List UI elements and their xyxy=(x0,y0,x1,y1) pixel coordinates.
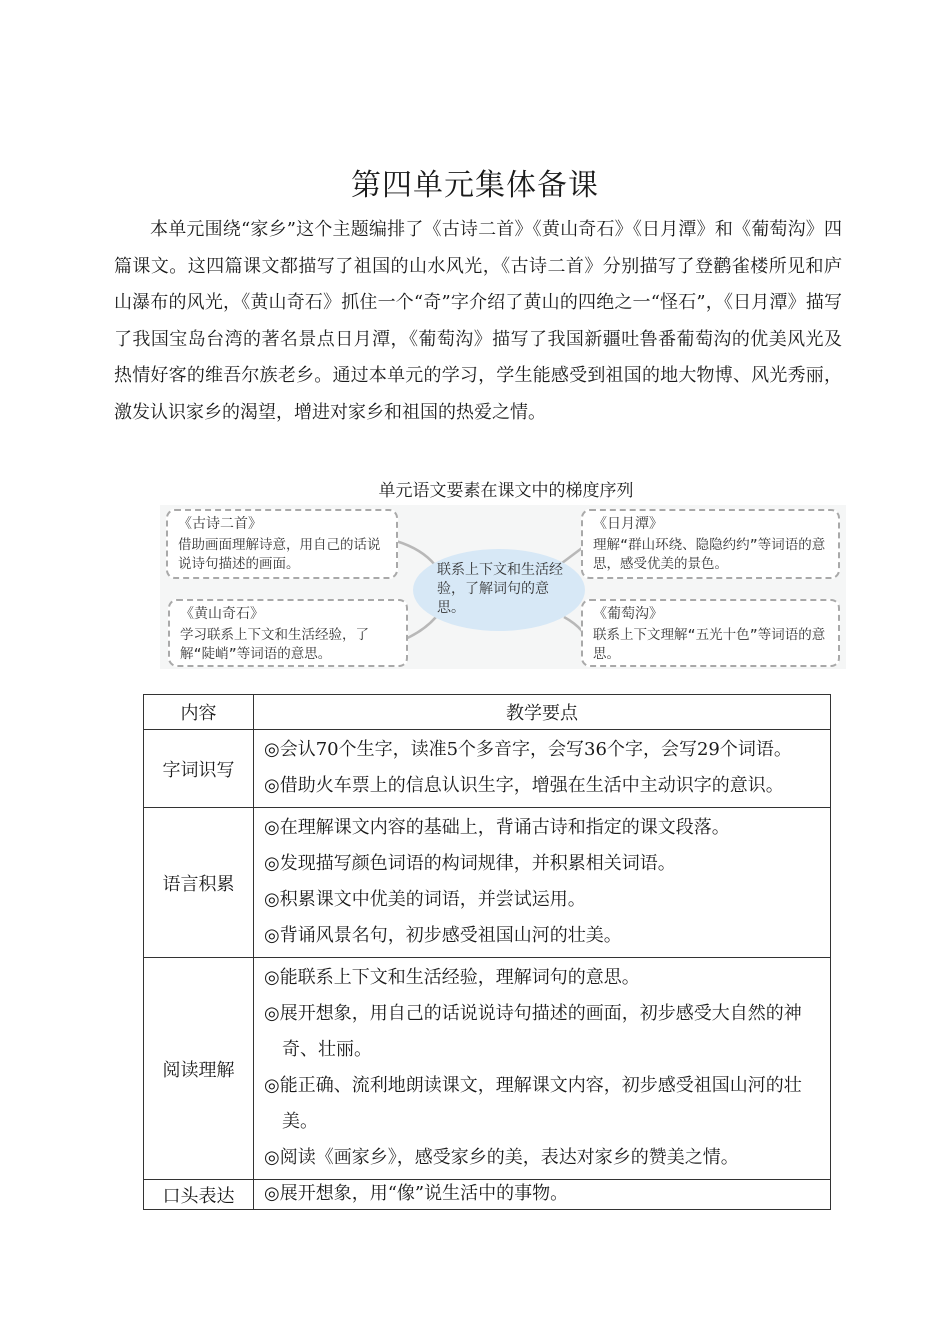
row-points xyxy=(254,1180,831,1210)
teaching-point: ◎展开想象，用自己的话说说诗句描述的画面，初步感受大自然的神奇、壮丽。 xyxy=(264,1003,802,1060)
card-title: 《黄山奇石》 xyxy=(180,606,264,622)
card-title: 《日月潭》 xyxy=(593,516,663,532)
teaching-point: ◎阅读《画家乡》，感受家乡的美，表达对家乡的赞美之情。 xyxy=(264,1147,739,1168)
table-row xyxy=(144,808,831,958)
header-content: 内容 xyxy=(144,695,254,730)
header-teaching-points: 教学要点 xyxy=(254,695,831,730)
table-row xyxy=(144,958,831,1180)
card-text: 借助画面理解诗意，用自己的话说说诗句描述的画面。 xyxy=(178,537,381,572)
table-header-row xyxy=(144,695,831,730)
teaching-point: ◎会认70个生字，读准5个多音字，会写36个字，会写29个词语。 xyxy=(264,739,792,760)
page-title: 第四单元集体备课 xyxy=(351,168,599,203)
card-text: 理解“群山环绕、隐隐约约”等词语的意思，感受优美的景色。 xyxy=(593,537,826,572)
teaching-point: ◎背诵风景名句，初步感受祖国山河的壮美。 xyxy=(264,925,622,946)
card-text: 联系上下文理解“五光十色”等词语的意思。 xyxy=(593,627,826,662)
teaching-point: ◎能正确、流利地朗读课文，理解课文内容，初步感受祖国山河的壮美。 xyxy=(264,1075,802,1132)
card-title: 《古诗二首》 xyxy=(178,516,262,532)
card-title: 《葡萄沟》 xyxy=(593,606,663,622)
teaching-point: ◎借助火车票上的信息认识生字，增强在生活中主动识字的意识。 xyxy=(264,775,784,796)
teaching-point: ◎能联系上下文和生活经验，理解词句的意思。 xyxy=(264,967,640,988)
connector-top-left xyxy=(396,541,435,565)
row-category: 阅读理解 xyxy=(144,958,254,1180)
row-points xyxy=(254,808,831,958)
row-category: 口头表达 xyxy=(144,1180,254,1210)
center-bubble: 联系上下文和生活经验，了解词句的意思。 xyxy=(413,549,585,631)
teaching-point: ◎积累课文中优美的词语，并尝试运用。 xyxy=(264,889,586,910)
teaching-point: ◎展开想象，用“像”说生活中的事物。 xyxy=(264,1183,569,1204)
connector-bottom-right xyxy=(564,617,582,631)
gradient-diagram xyxy=(160,505,846,669)
card-putaogou xyxy=(581,599,840,667)
row-points xyxy=(254,730,831,808)
diagram-caption: 单元语文要素在课文中的梯度序列 xyxy=(378,481,634,501)
card-gushi xyxy=(166,509,398,579)
row-category: 语言积累 xyxy=(144,808,254,958)
table-row xyxy=(144,1180,831,1210)
teaching-points-table xyxy=(143,694,831,1210)
card-text: 学习联系上下文和生活经验，了解“陡峭”等词语的意思。 xyxy=(180,627,369,662)
table-row xyxy=(144,730,831,808)
connector-top-right xyxy=(562,548,582,563)
teaching-point: ◎在理解课文内容的基础上，背诵古诗和指定的课文段落。 xyxy=(264,817,730,838)
card-riyuetan xyxy=(581,509,840,579)
intro-paragraph: 本单元围绕“家乡”这个主题编排了《古诗二首》《黄山奇石》《日月潭》和《葡萄沟》四篇课文。这四篇课文都描写了祖国的山水风光，《古诗二首》分别描写了登鹳雀楼所见和庐山瀑布的风光，《黄山奇石》抓住一个“奇”字介绍了黄山的四绝之一“怪石”，《日月潭》描写了我国宝岛台湾的著名景点日月潭，《葡萄沟》描写了我国新疆吐鲁番葡萄沟的优美风光及热情好客的维吾尔族老乡。通过本单元的学习，学生能感受到祖国的地大物博、风光秀丽，激发认识家乡的渴望，增进对家乡和祖国的热爱之情。 xyxy=(114,219,842,423)
card-huangshan xyxy=(168,599,408,667)
row-category: 字词识写 xyxy=(144,730,254,808)
teaching-point: ◎发现描写颜色词语的构词规律，并积累相关词语。 xyxy=(264,853,676,874)
row-points xyxy=(254,958,831,1180)
